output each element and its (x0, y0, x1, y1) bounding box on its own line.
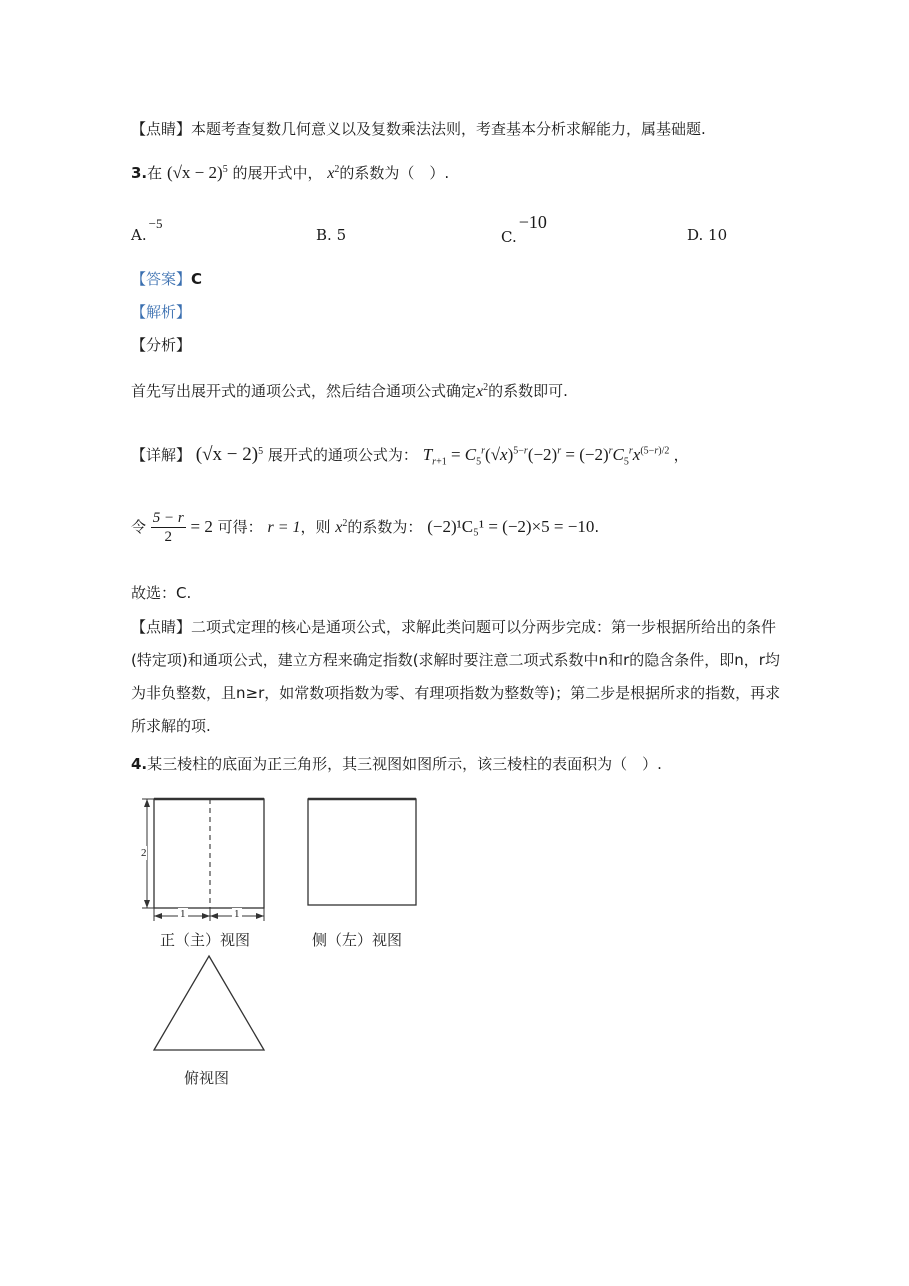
q4-stem-text: 某三棱柱的底面为正三角形，其三视图如图所示，该三棱柱的表面积为（ ）. (147, 755, 662, 773)
detail-end: ， (673, 446, 689, 464)
ling-eq: = 2 (190, 517, 213, 536)
fenxi-post: 的系数即可. (488, 382, 568, 400)
option-label: C. (501, 228, 517, 246)
q3-ling (131, 505, 599, 550)
side-view-figure (304, 795, 420, 909)
answer-value: C (191, 270, 203, 288)
q3-stem-var: x (327, 165, 335, 182)
option-value: −10 (518, 212, 547, 232)
option-label: B. (316, 226, 332, 244)
ze-var: x (335, 519, 343, 536)
q4-stem (131, 753, 662, 775)
answer-tag: 【答案】 (131, 270, 192, 288)
top-view-figure (150, 952, 268, 1056)
ling-fraction (151, 509, 186, 546)
dim-height-label: 2 (141, 847, 147, 859)
detail-mid: 展开式的通项公式为： (267, 446, 418, 464)
q3-stem-expr-exp: 5 (222, 164, 228, 175)
q3-option-b (316, 226, 346, 244)
remark-text: 二项式定理的核心是通项公式，求解此类问题可以分两步完成：第一步根据所给出的条件(特定项)和通项公式，建立方程来确定指数(求解时要注意二项式系数中n和r的隐含条件，即n，r均为非负整数，且n≥r，如常数项指数为零、有理项指数为整数等)；第二步是根据所求的指数，再求所求解的项. (131, 618, 781, 735)
option-value: 5 (336, 226, 347, 244)
side-view-caption: 侧（左）视图 (312, 931, 403, 949)
top-view-triangle (154, 956, 264, 1050)
q3-stem (131, 162, 449, 185)
front-view-rect (154, 799, 264, 908)
ling-frac-den: 2 (164, 529, 173, 545)
q4-number: 4. (131, 755, 148, 773)
ze-post: 的系数为： (347, 518, 423, 536)
q3-option-d (687, 226, 727, 244)
q3-option-c (501, 212, 547, 247)
detail-tag: 【详解】 (131, 446, 192, 464)
remark-tag: 【点睛】 (131, 618, 192, 636)
q3-stem-pre: 在 (147, 164, 163, 182)
q3-stem-expr: (√x − 2) (166, 163, 223, 182)
fenxi-exp: 2 (483, 382, 489, 393)
ling-label: 令 (131, 518, 147, 536)
q3-stem-post: 的系数为（ ）. (339, 164, 450, 182)
q3-fenxi-tag: 【分析】 (131, 336, 192, 354)
top-view-caption: 俯视图 (184, 1069, 230, 1087)
q3-stem-var-exp: 2 (334, 164, 340, 175)
r-value: r = 1 (267, 519, 301, 536)
q3-remark (131, 611, 781, 743)
prev-remark-text: 本题考查复数几何意义以及复数乘法法则，考查基本分析求解能力，属基础题. (191, 120, 706, 138)
dim-arrow-down (144, 900, 150, 908)
option-label: D. (687, 226, 704, 244)
option-value: 10 (708, 226, 728, 244)
q3-guxuan: 故选：C. (131, 584, 192, 602)
dim-arrow-up (144, 799, 150, 807)
side-view-rect (308, 799, 416, 905)
fenxi-pre: 首先写出展开式的通项公式，然后结合通项公式确定 (131, 382, 477, 400)
front-view-figure (138, 792, 278, 924)
detail-formula: $T_{r+1} = C_5^r(√x)^{5-r}(-2)^r = (-2)^rC_5^rx^{(5-r)/2}$ (422, 445, 670, 468)
q3-stem-mid: 的展开式中， (232, 164, 323, 182)
result-end: . (594, 518, 600, 536)
fenxi-var: x (476, 383, 484, 400)
prev-remark-tag: 【点睛】 (131, 120, 192, 138)
dim-left-label: 1 (180, 908, 186, 920)
ze: ，则 (300, 518, 331, 536)
ze-exp: 2 (342, 518, 348, 529)
front-view-caption: 正（主）视图 (160, 931, 251, 949)
ling-frac-num: 5 − r (152, 510, 184, 526)
kede: 可得： (217, 518, 263, 536)
q3-number: 3. (131, 164, 148, 182)
prev-remark (131, 118, 706, 140)
detail-expr-exp: 5 (258, 446, 264, 457)
option-label: A. (131, 226, 147, 244)
result: (−2)¹C₅¹ = (−2)×5 = −10 (427, 517, 595, 536)
option-value: −5 (148, 216, 163, 231)
detail-expr: (√x − 2) (195, 444, 259, 465)
q3-detail (131, 440, 689, 470)
q3-fenxi-text (131, 380, 568, 403)
q3-answer (131, 268, 202, 290)
q3-analysis-tag: 【解析】 (131, 303, 192, 321)
dim-right-label: 1 (234, 908, 240, 920)
q3-option-a (131, 216, 163, 244)
